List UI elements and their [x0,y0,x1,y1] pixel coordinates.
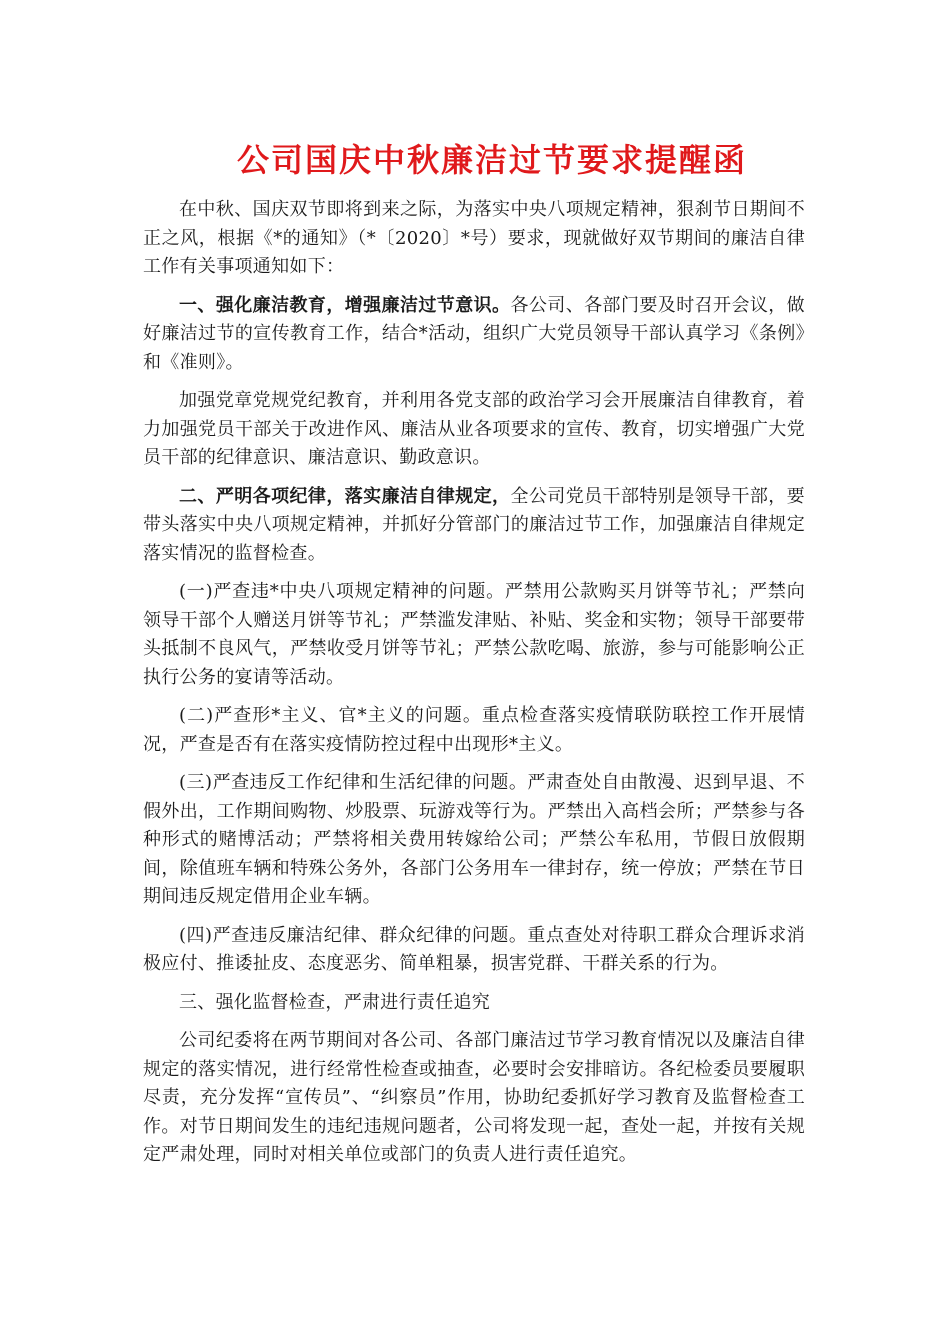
section-1-heading: 一、强化廉洁教育，增强廉洁过节意识。 [179,294,511,316]
document-title: 公司国庆中秋廉洁过节要求提醒函 [236,141,747,179]
section-2-paragraph [143,483,805,569]
document-page [143,138,805,1180]
section-1-paragraph [143,292,805,378]
item-4-paragraph: (四)严查违反廉洁纪律、群众纪律的问题。重点查处对待职工群众合理诉求消极应付、推诿扯皮、态度恶劣、简单粗暴，损害党群、干群关系的行为。 [143,924,805,974]
item-2-paragraph: (二)严查形*主义、官*主义的问题。重点检查落实疫情联防联控工作开展情况，严查是否有在落实疫情防控过程中出现形*主义。 [143,705,805,755]
section-2-heading: 二、严明各项纪律，落实廉洁自律规定， [179,485,511,507]
section-1-text: 各公司、各部门要及时召开会议，做好廉洁过节的宣传教育工作，结合*活动，组织广大党员领导干部认真学习《条例》和《准则》。 [143,294,805,373]
section-3-paragraph: 公司纪委将在两节期间对各公司、各部门廉洁过节学习教育情况以及廉洁自律规定的落实情况，进行经常性检查或抽查，必要时会安排暗访。各纪检委员要履职尽责，充分发挥“宣传员”、“纠察员”作用，协助纪委抓好学习教育及监督检查工作。对节日期间发生的违纪违规问题者，公司将发现一起，查处一起，并按有关规定严肃处理，同时对相关单位或部门的负责人进行责任追究。 [143,1030,805,1165]
section-3-heading: 三、强化监督检查，严肃进行责任追究 [179,991,491,1013]
item-3-paragraph: (三)严查违反工作纪律和生活纪律的问题。严肃查处自由散漫、迟到早退、不假外出，工作期间购物、炒股票、玩游戏等行为。严禁出入高档会所；严禁参与各种形式的赌博活动；严禁将相关费用转嫁给公司；严禁公车私用，节假日放假期间，除值班车辆和特殊公务外，各部门公务用车一律封存，统一停放；严禁在节日期间违反规定借用企业车辆。 [143,772,805,907]
section-2-text: 全公司党员干部特别是领导干部，要带头落实中央八项规定精神，并抓好分管部门的廉洁过节工作，加强廉洁自律规定落实情况的监督检查。 [143,485,805,564]
item-1-paragraph: (一)严查违*中央八项规定精神的问题。严禁用公款购买月饼等节礼；严禁向领导干部个人赠送月饼等节礼；严禁滥发津贴、补贴、奖金和实物；领导干部要带头抵制不良风气，严禁收受月饼等节礼；严禁公款吃喝、旅游，参与可能影响公正执行公务的宴请等活动。 [143,581,805,688]
intro-paragraph: 在中秋、国庆双节即将到来之际，为落实中央八项规定精神，狠刹节日期间不正之风，根据《*的通知》（*〔2020〕*号）要求，现就做好双节期间的廉洁自律工作有关事项通知如下： [143,199,805,277]
section-1-paragraph-2: 加强党章党规党纪教育，并利用各党支部的政治学习会开展廉洁自律教育，着力加强党员干部关于改进作风、廉洁从业各项要求的宣传、教育，切实增强广大党员干部的纪律意识、廉洁意识、勤政意识。 [143,390,805,468]
